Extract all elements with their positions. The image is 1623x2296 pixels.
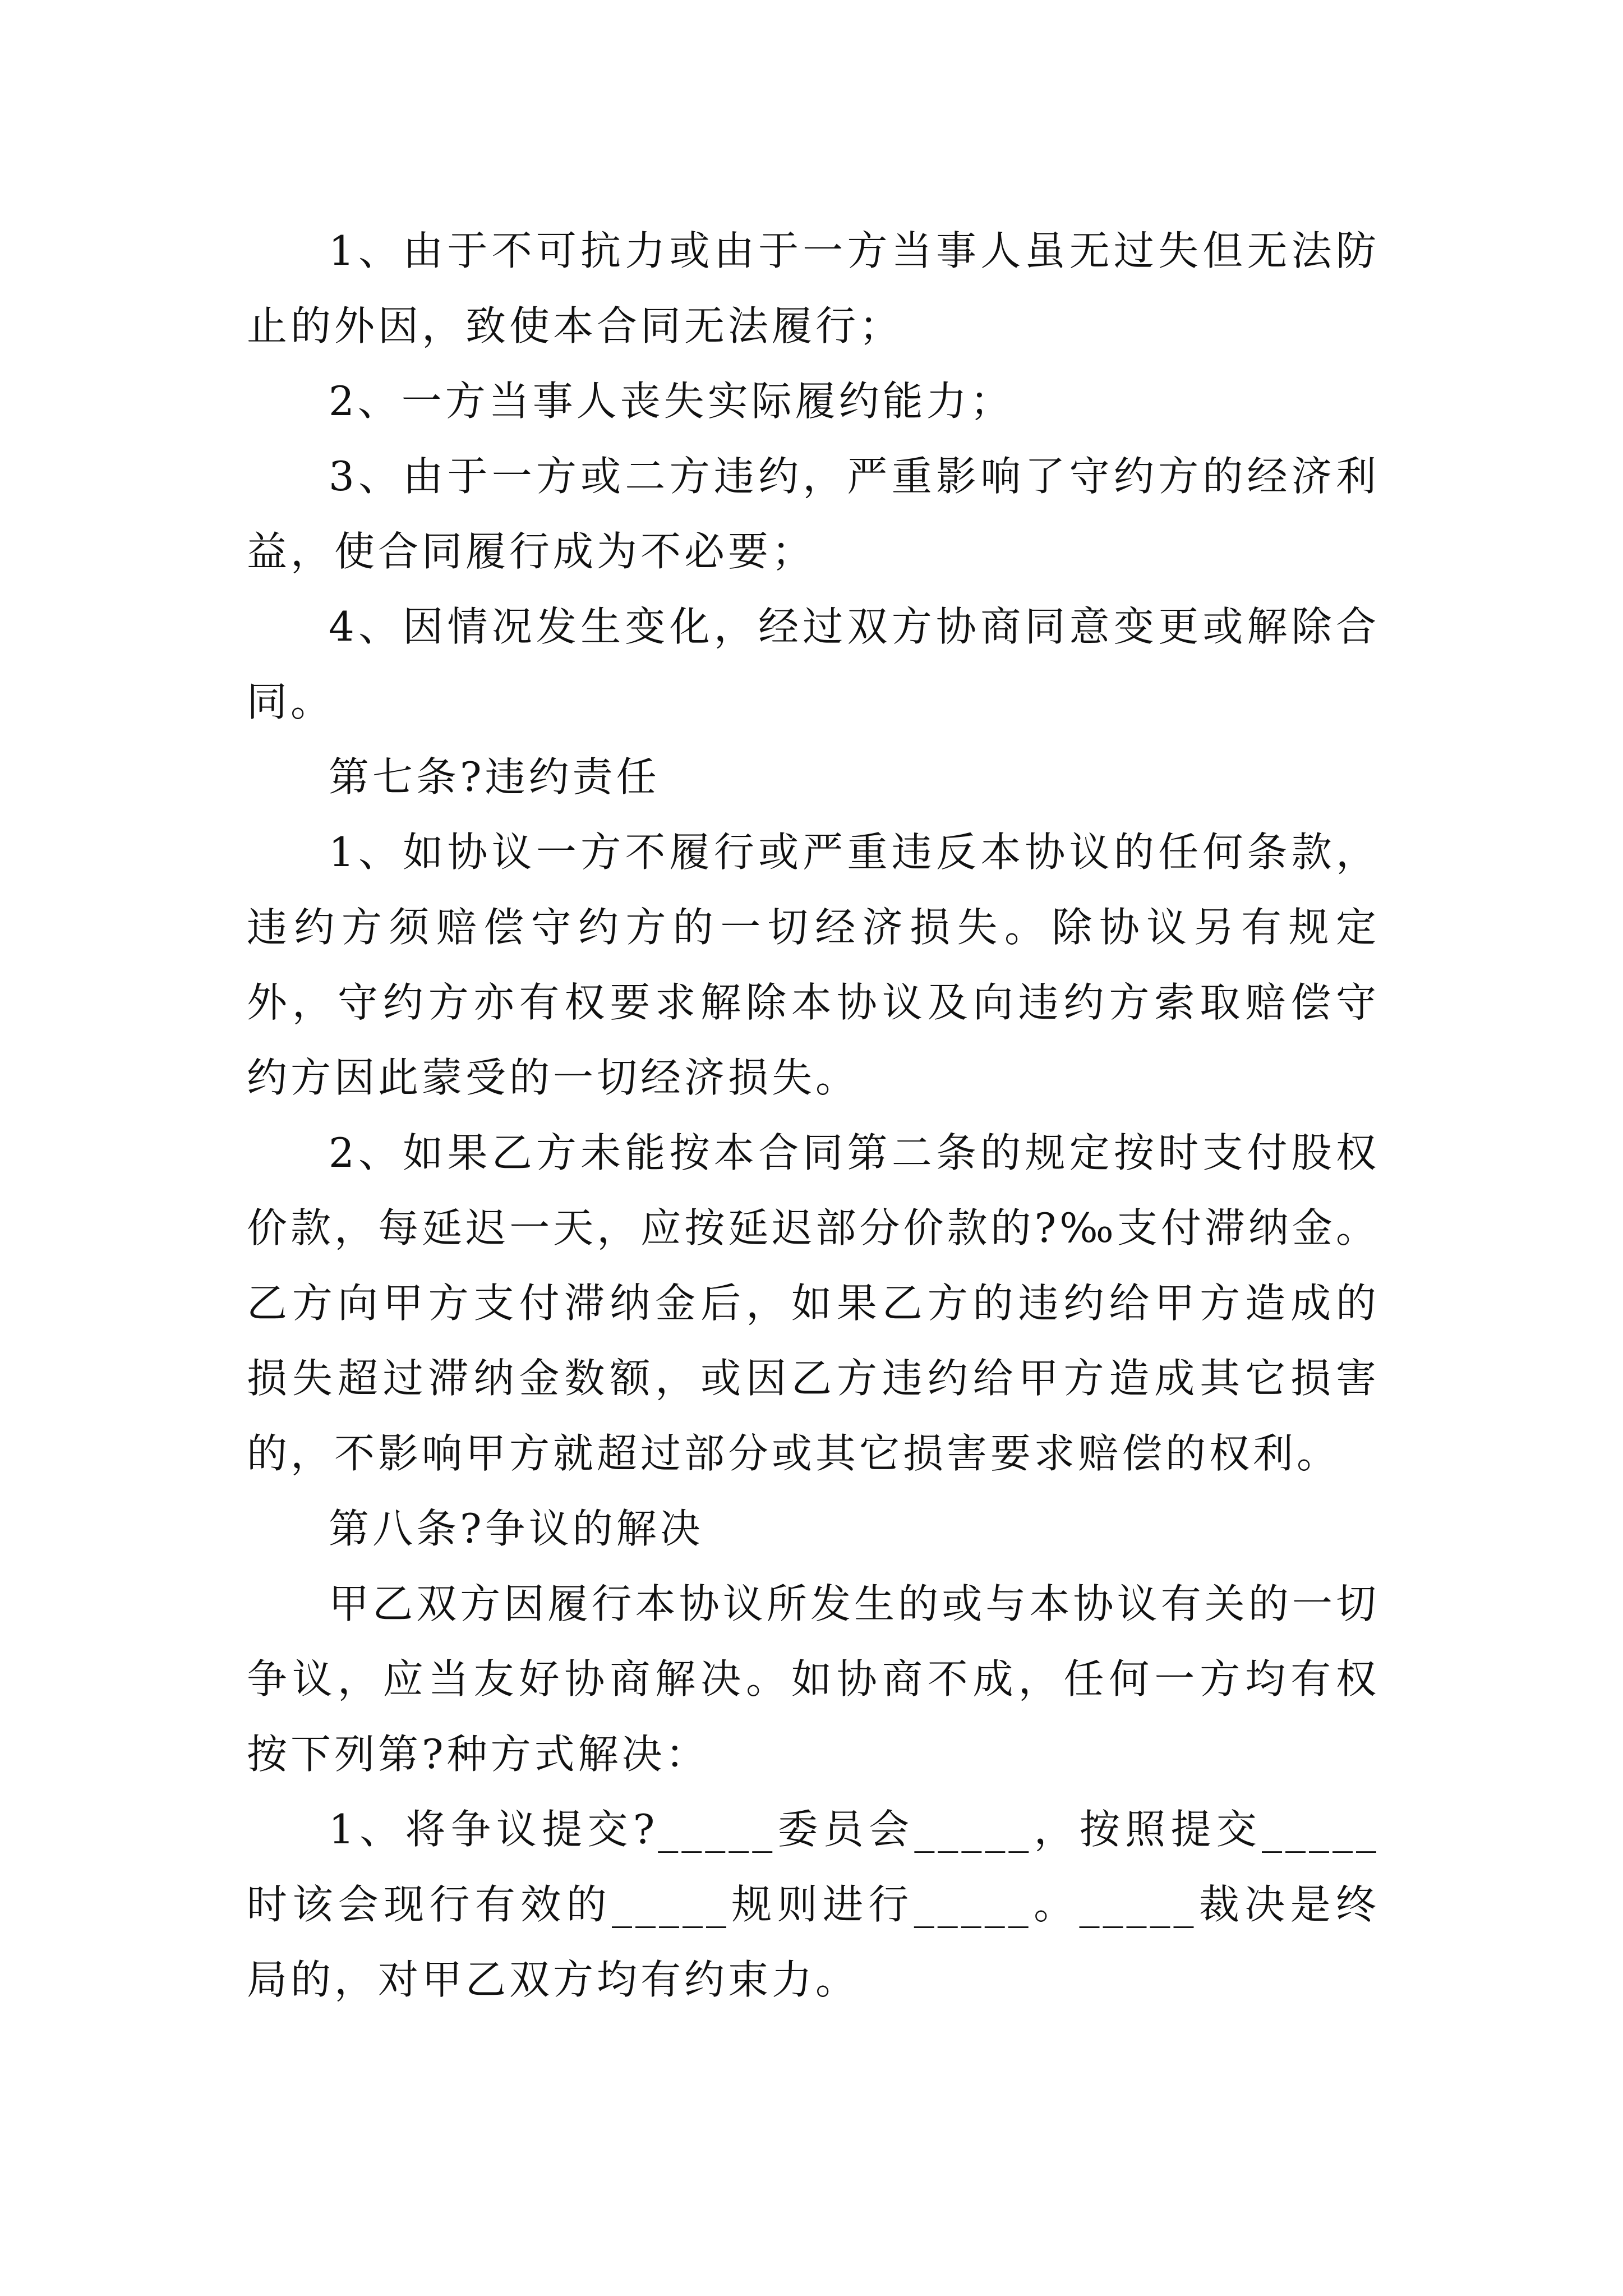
article-8-heading: 第八条?争议的解决 (329, 1505, 704, 1552)
clause-paragraph-2: 2、一方当事人丧失实际履约能力； (329, 378, 1014, 425)
dispute-paragraph-1: 1、将争议提交?_____委员会_____，按照提交_____时该会现行有效的_____规则进行_____。_____裁决是终局的，对甲乙双方均有约束力。 (247, 1806, 1380, 2003)
article-7-heading: 第七条?违约责任 (329, 753, 660, 800)
liability-paragraph-2: 2、如果乙方未能按本合同第二条的规定按时支付股权价款，每延迟一天，应按延迟部分价款的?‰支付滞纳金。乙方向甲方支付滞纳金后，如果乙方的违约给甲方造成的损失超过滞纳金数额，或因乙方违约给甲方造成其它损害的，不影响甲方就超过部分或其它损害要求赔偿的权利。 (247, 1129, 1380, 1477)
clause-paragraph-4: 4、因情况发生变化，经过双方协商同意变更或解除合同。 (247, 603, 1380, 725)
clause-paragraph-3: 3、由于一方或二方违约，严重影响了守约方的经济利益，使合同履行成为不必要； (247, 453, 1380, 575)
dispute-paragraph-intro: 甲乙双方因履行本协议所发生的或与本协议有关的一切争议，应当友好协商解决。如协商不成，任何一方均有权按下列第?种方式解决： (247, 1580, 1380, 1778)
clause-paragraph-1: 1、由于不可抗力或由于一方当事人虽无过失但无法防止的外因，致使本合同无法履行； (247, 227, 1380, 349)
liability-paragraph-1: 1、如协议一方不履行或严重违反本协议的任何条款，违约方须赔偿守约方的一切经济损失。除协议另有规定外，守约方亦有权要求解除本协议及向违约方索取赔偿守约方因此蒙受的一切经济损失。 (247, 829, 1380, 1101)
document-body (247, 213, 1380, 2017)
